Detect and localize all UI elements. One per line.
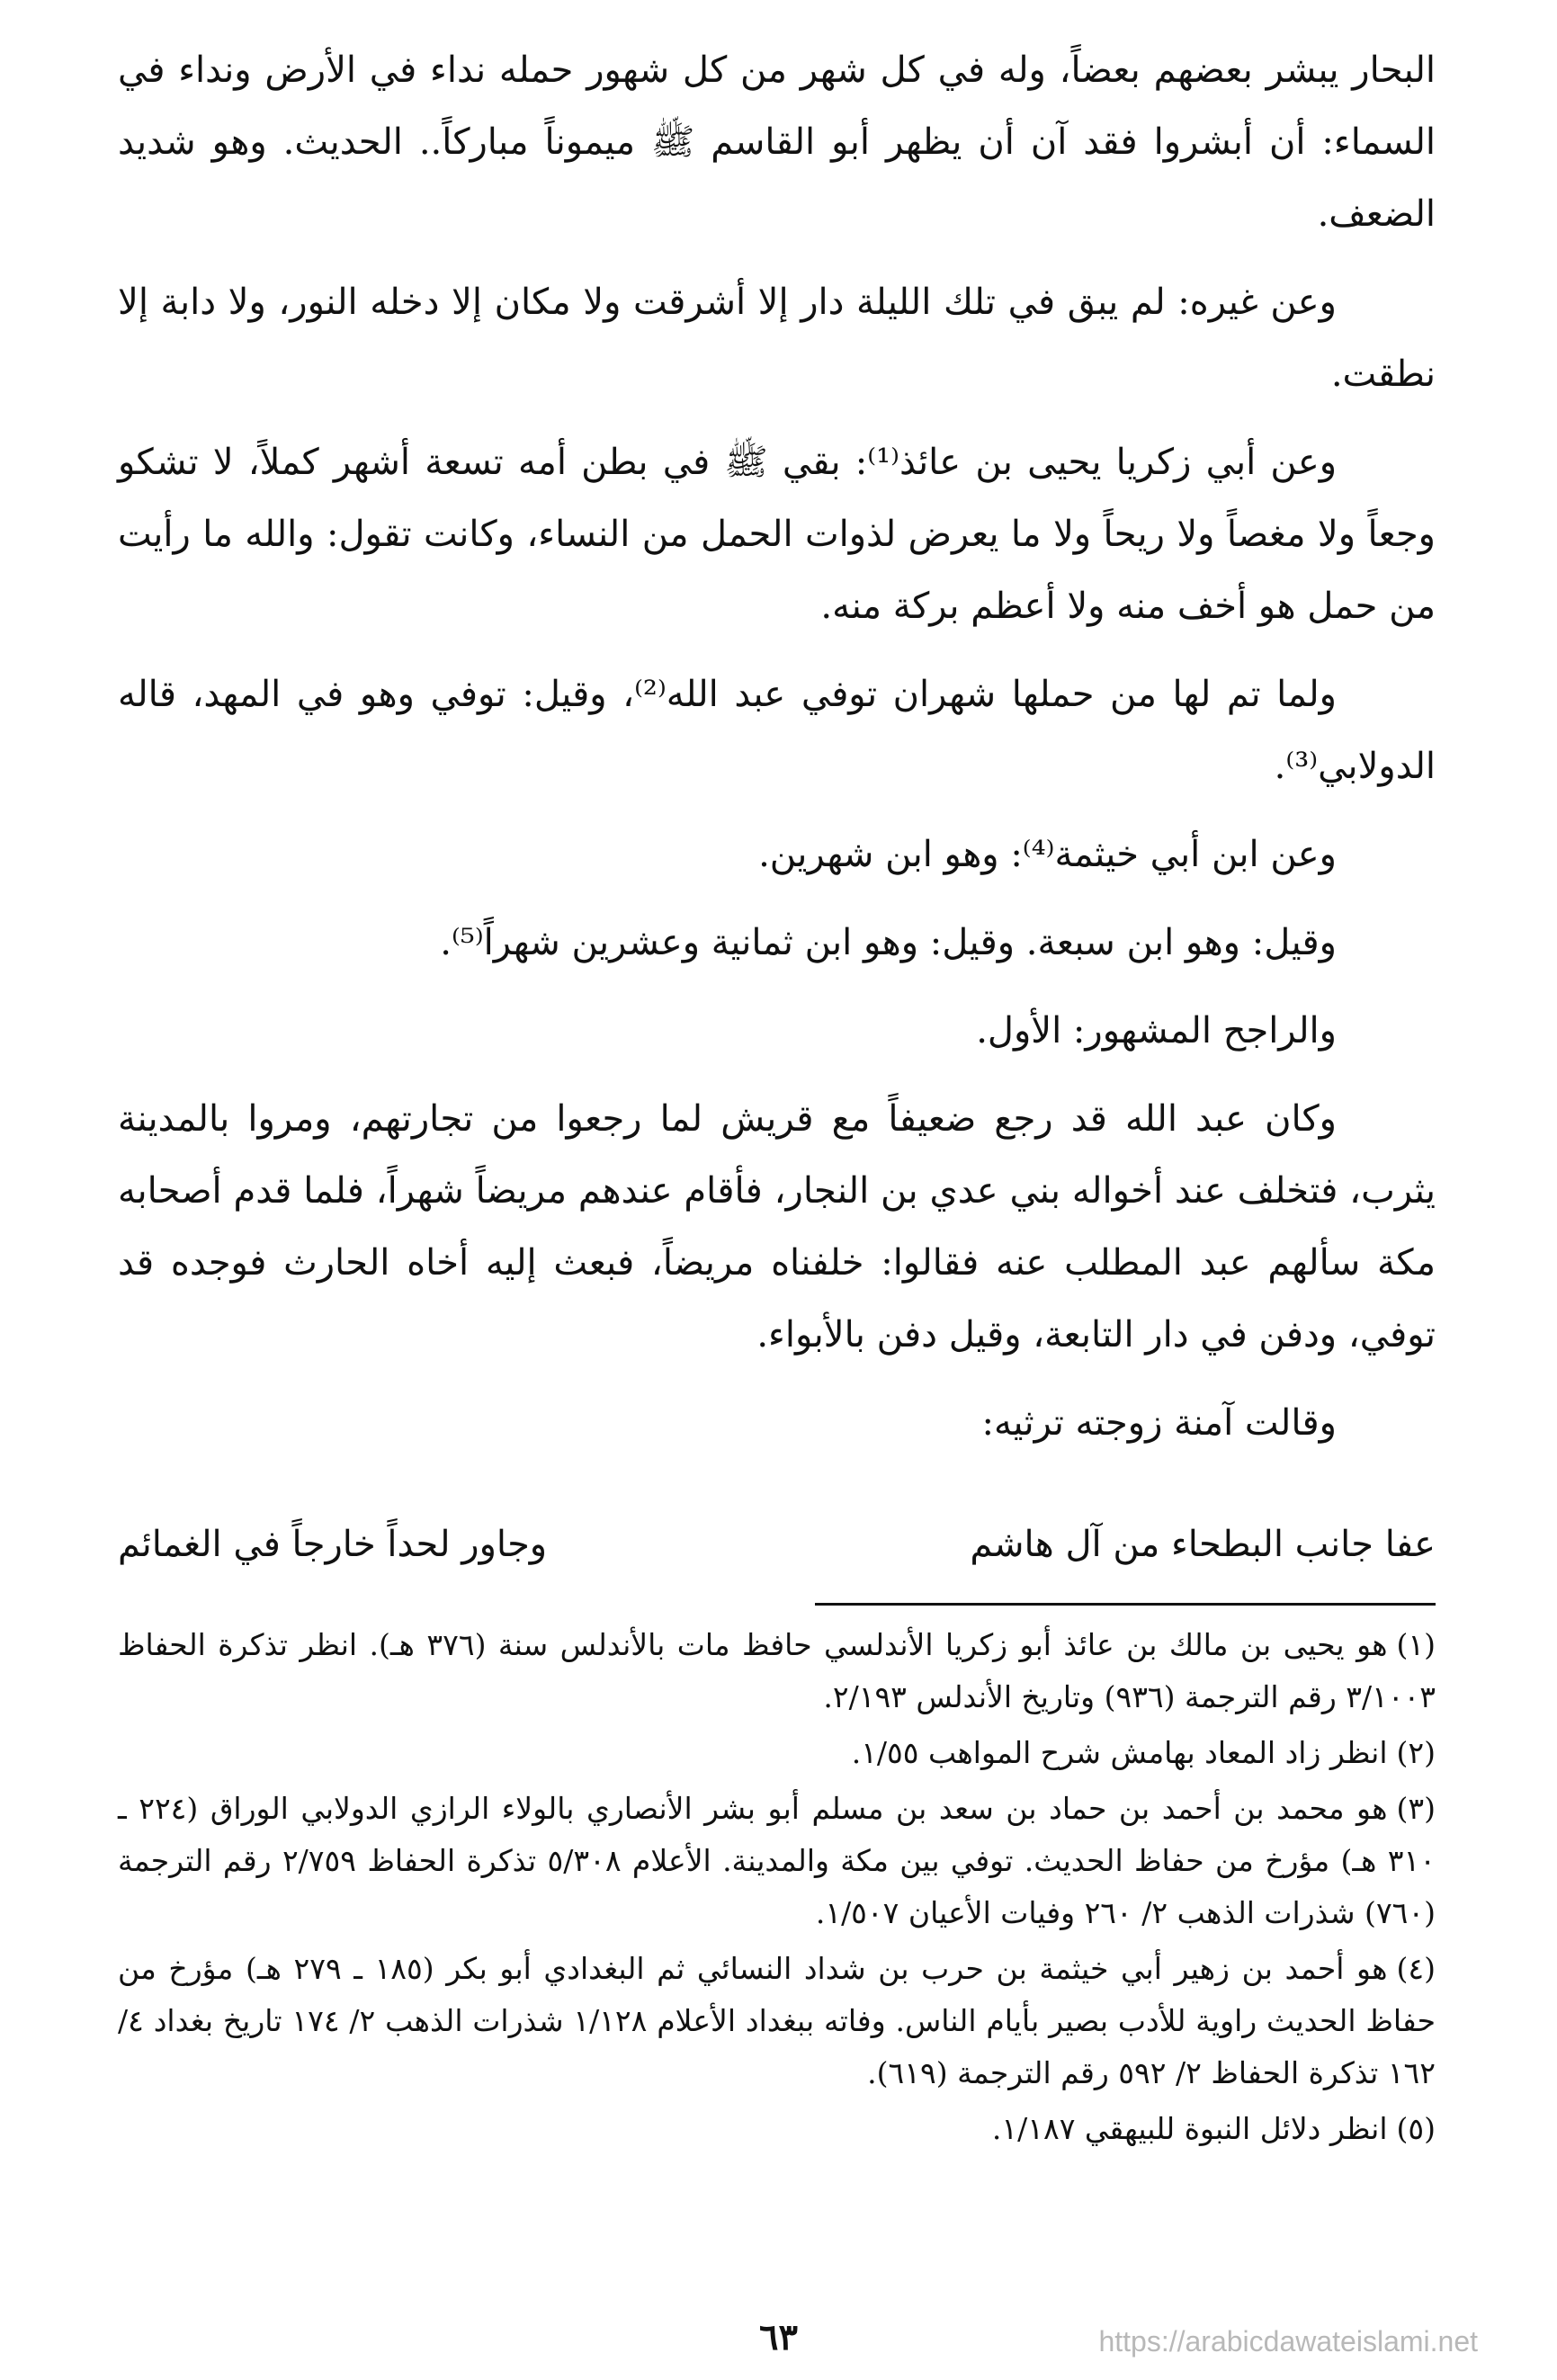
footnote-number: (١) (1396, 1627, 1436, 1662)
paragraph-1: البحار يبشر بعضهم بعضاً، وله في كل شهر من كل شهور حمله نداء في الأرض ونداء في السماء: أن أبشروا فقد آن أن يظهر أبو القاسم ﷺ ميموناً مباركاً.. الحديث. وهو شديد الضعف. (118, 49, 1436, 235)
paragraph-6: وقيل: وهو ابن سبعة. وقيل: وهو ابن ثمانية وعشرين شهراً⁽⁵⁾. (440, 922, 1337, 963)
footnote-separator (815, 1603, 1436, 1606)
footnote-text: هو أحمد بن زهير أبي خيثمة بن حرب بن شداد النسائي ثم البغدادي أبو بكر (١٨٥ ـ ٢٧٩ هـ) مؤرخ من حفاظ الحديث راوية للأدب بصير بأيام الناس. وفاته ببغداد الأعلام ١/١٢٨ شذرات الذهب ٢/ ١٧٤ تاريخ بغداد ٤/ ١٦٢ تذكرة الحفاظ ٢/ ٥٩٢ رقم الترجمة (٦١٩). (118, 1951, 1436, 2090)
page-number: ٦٣ (759, 2316, 798, 2358)
watermark-url: https://arabicdawateislami.net (1098, 2325, 1478, 2358)
footnote-number: (٣) (1396, 1791, 1436, 1826)
footnote-text: هو محمد بن أحمد بن حماد بن سعد بن مسلم أبو بشر الأنصاري بالولاء الرازي الدولابي الوراق (٢٢٤ ـ ٣١٠ هـ) مؤرخ من حفاظ الحديث. توفي بين مكة والمدينة. الأعلام ٥/٣٠٨ تذكرة الحفاظ ٢/٧٥٩ رقم الترجمة (٧٦٠) شذرات الذهب ٢/ ٢٦٠ وفيات الأعيان ١/٥٠٧. (118, 1791, 1436, 1930)
paragraph-8: وكان عبد الله قد رجع ضعيفاً مع قريش لما رجعوا من تجارتهم، ومروا بالمدينة يثرب، فتخلف عند أخواله بني عدي بن النجار، فأقام عندهم مريضاً شهراً، فلما قدم أصحابه مكة سألهم عبد المطلب عنه فقالوا: خلفناه مريضاً، فبعث إليه أخاه الحارث فوجده قد توفي، ودفن في دار التابعة، وقيل دفن بالأبواء. (118, 1098, 1436, 1356)
paragraph-4: ولما تم لها من حملها شهران توفي عبد الله⁽²⁾، وقيل: توفي وهو في المهد، قاله الدولابي⁽³⁾. (118, 674, 1436, 787)
footnote-number: (٤) (1396, 1951, 1436, 1986)
paragraph-9: وقالت آمنة زوجته ترثيه: (981, 1402, 1337, 1444)
paragraph-2: وعن غيره: لم يبق في تلك الليلة دار إلا أشرقت ولا مكان إلا دخله النور، ولا دابة إلا نطقت. (118, 282, 1436, 395)
footnote-1 (118, 1619, 1436, 1723)
footnote-3 (118, 1783, 1436, 1939)
paragraph-3: وعن أبي زكريا يحيى بن عائذ⁽¹⁾: بقي ﷺ في بطن أمه تسعة أشهر كملاً، لا تشكو وجعاً ولا مغصاً ولا ريحاً ولا ما يعرض لذوات الحمل من النساء، وكانت تقول: والله ما رأيت من حمل هو أخف منه ولا أعظم بركة منه. (118, 442, 1436, 627)
footnote-5 (118, 2103, 1436, 2155)
footnote-text: انظر زاد المعاد بهامش شرح المواهب ١/٥٥. (851, 1735, 1388, 1770)
footnote-number: (٥) (1396, 2111, 1436, 2146)
footnote-number: (٢) (1396, 1735, 1436, 1770)
poem-second-hemistich: وجاور لحداً خارجاً في الغمائم (118, 1524, 548, 1565)
footnote-text: هو يحيى بن مالك بن عائذ أبو زكريا الأندلسي حافظ مات بالأندلس سنة (٣٧٦ هـ). انظر تذكرة الحفاظ ٣/١٠٠٣ رقم الترجمة (٩٣٦) وتاريخ الأندلس ٢/١٩٣. (118, 1627, 1436, 1714)
footnote-text: انظر دلائل النبوة للبيهقي ١/١٨٧. (991, 2111, 1388, 2146)
paragraph-7: والراجح المشهور: الأول. (976, 1010, 1337, 1051)
footnotes (118, 1619, 1436, 2159)
main-text (118, 34, 1436, 1475)
paragraph-5: وعن ابن أبي خيثمة⁽⁴⁾: وهو ابن شهرين. (758, 834, 1337, 875)
footnote-4 (118, 1943, 1436, 2099)
footnote-2 (118, 1727, 1436, 1779)
poem-first-hemistich: عفا جانب البطحاء من آل هاشم (970, 1524, 1436, 1565)
poem-verse (118, 1508, 1436, 1580)
